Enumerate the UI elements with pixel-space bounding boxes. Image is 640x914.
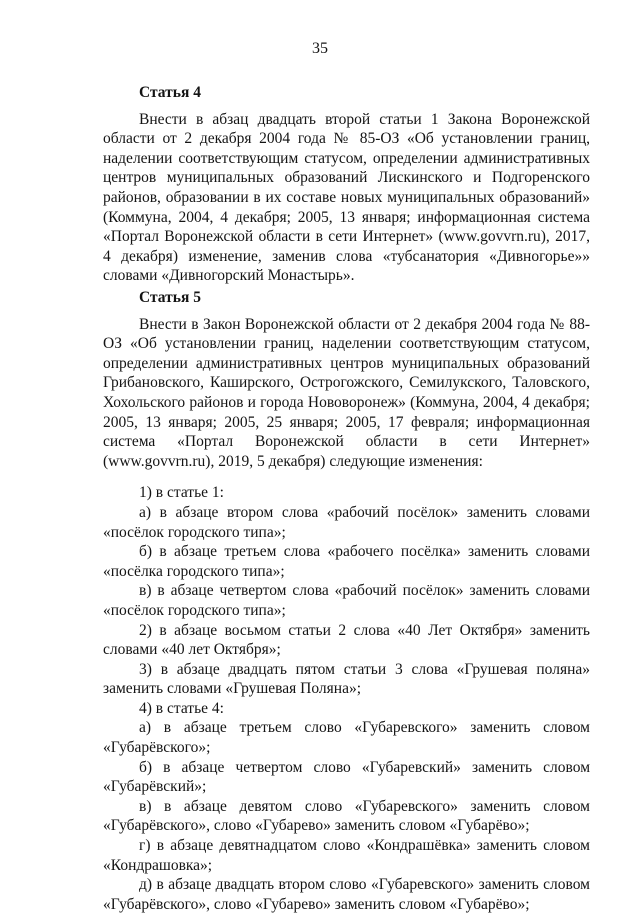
- amendments-list: [103, 483, 590, 914]
- list-item: 1) в статье 1:: [139, 484, 224, 502]
- list-item: а) в абзаце третьем слово «Губаревского» заменить словом «Губарёвского»;: [103, 719, 590, 757]
- list-item: д) в абзаце двадцать втором слово «Губаревского» заменить словом «Губарёвского», слово «Губарево» заменить словом «Губарёво»;: [103, 876, 590, 913]
- article-5: [103, 288, 590, 914]
- list-item: в) в абзаце девятом слово «Губаревского» заменить словом «Губарёвского», слово «Губарево» заменить словом «Губарёво»;: [103, 797, 590, 835]
- list-item: б) в абзаце третьем слова «рабочего посёлка» заменить словами «посёлка городского типа»;: [103, 543, 590, 580]
- list-item: б) в абзаце четвертом слово «Губаревский» заменить словом «Губарёвский»;: [103, 758, 590, 796]
- page-number: 35: [312, 40, 328, 57]
- list-item: 4) в статье 4:: [139, 699, 224, 717]
- article-5-heading: Статья 5: [139, 289, 201, 306]
- list-item: 2) в абзаце восьмом статьи 2 слова «40 Лет Октября» заменить словами «40 лет Октября»;: [103, 621, 590, 659]
- article-4: [103, 83, 590, 286]
- article-4-heading: Статья 4: [139, 84, 201, 101]
- article-5-intro: Внести в Закон Воронежской области от 2 декабря 2004 года № 88-ОЗ «Об установлении границ, наделении соответствующим статусом, определении административных центров муниципальных образований Грибановского, Каширского, Острогожского, Семилукского, Таловского, Хохольского районов и города Нововоронеж» (Коммуна, 2004, 4 декабря; 2005, 13 января; 2005, 25 января; 2005, 17 февраля; информационная система «Портал Воронежской области в сети Интернет» (www.govvrn.ru), 2019, 5 декабря) следующие изменения:: [103, 315, 590, 470]
- list-item: г) в абзаце девятнадцатом слово «Кондрашёвка» заменить словом «Кондрашовка»;: [103, 837, 590, 874]
- list-item: 3) в абзаце двадцать пятом статьи 3 слова «Грушевая поляна» заменить словами «Грушевая Поляна»;: [103, 660, 590, 698]
- article-4-text: Внести в абзац двадцать второй статьи 1 Закона Воронежской области от 2 декабря 2004 года № 85-ОЗ «Об установлении границ, наделении соответствующим статусом, определении административных центров муниципальных образований Лискинского и Подгоренского районов, образовании в их составе новых муниципальных образований» (Коммуна, 2004, 4 декабря; 2005, 13 января; информационная система «Портал Воронежской области в сети Интернет» (www.govvrn.ru), 2017, 4 декабря) изменение, заменив слова «тубсанатория «Дивногорье»» словами «Дивногорский Монастырь».: [103, 110, 590, 285]
- list-item: в) в абзаце четвертом слова «рабочий посёлок» заменить словами «посёлок городского типа»;: [103, 582, 590, 619]
- list-item: а) в абзаце втором слова «рабочий посёлок» заменить словами «посёлок городского типа»;: [103, 503, 590, 541]
